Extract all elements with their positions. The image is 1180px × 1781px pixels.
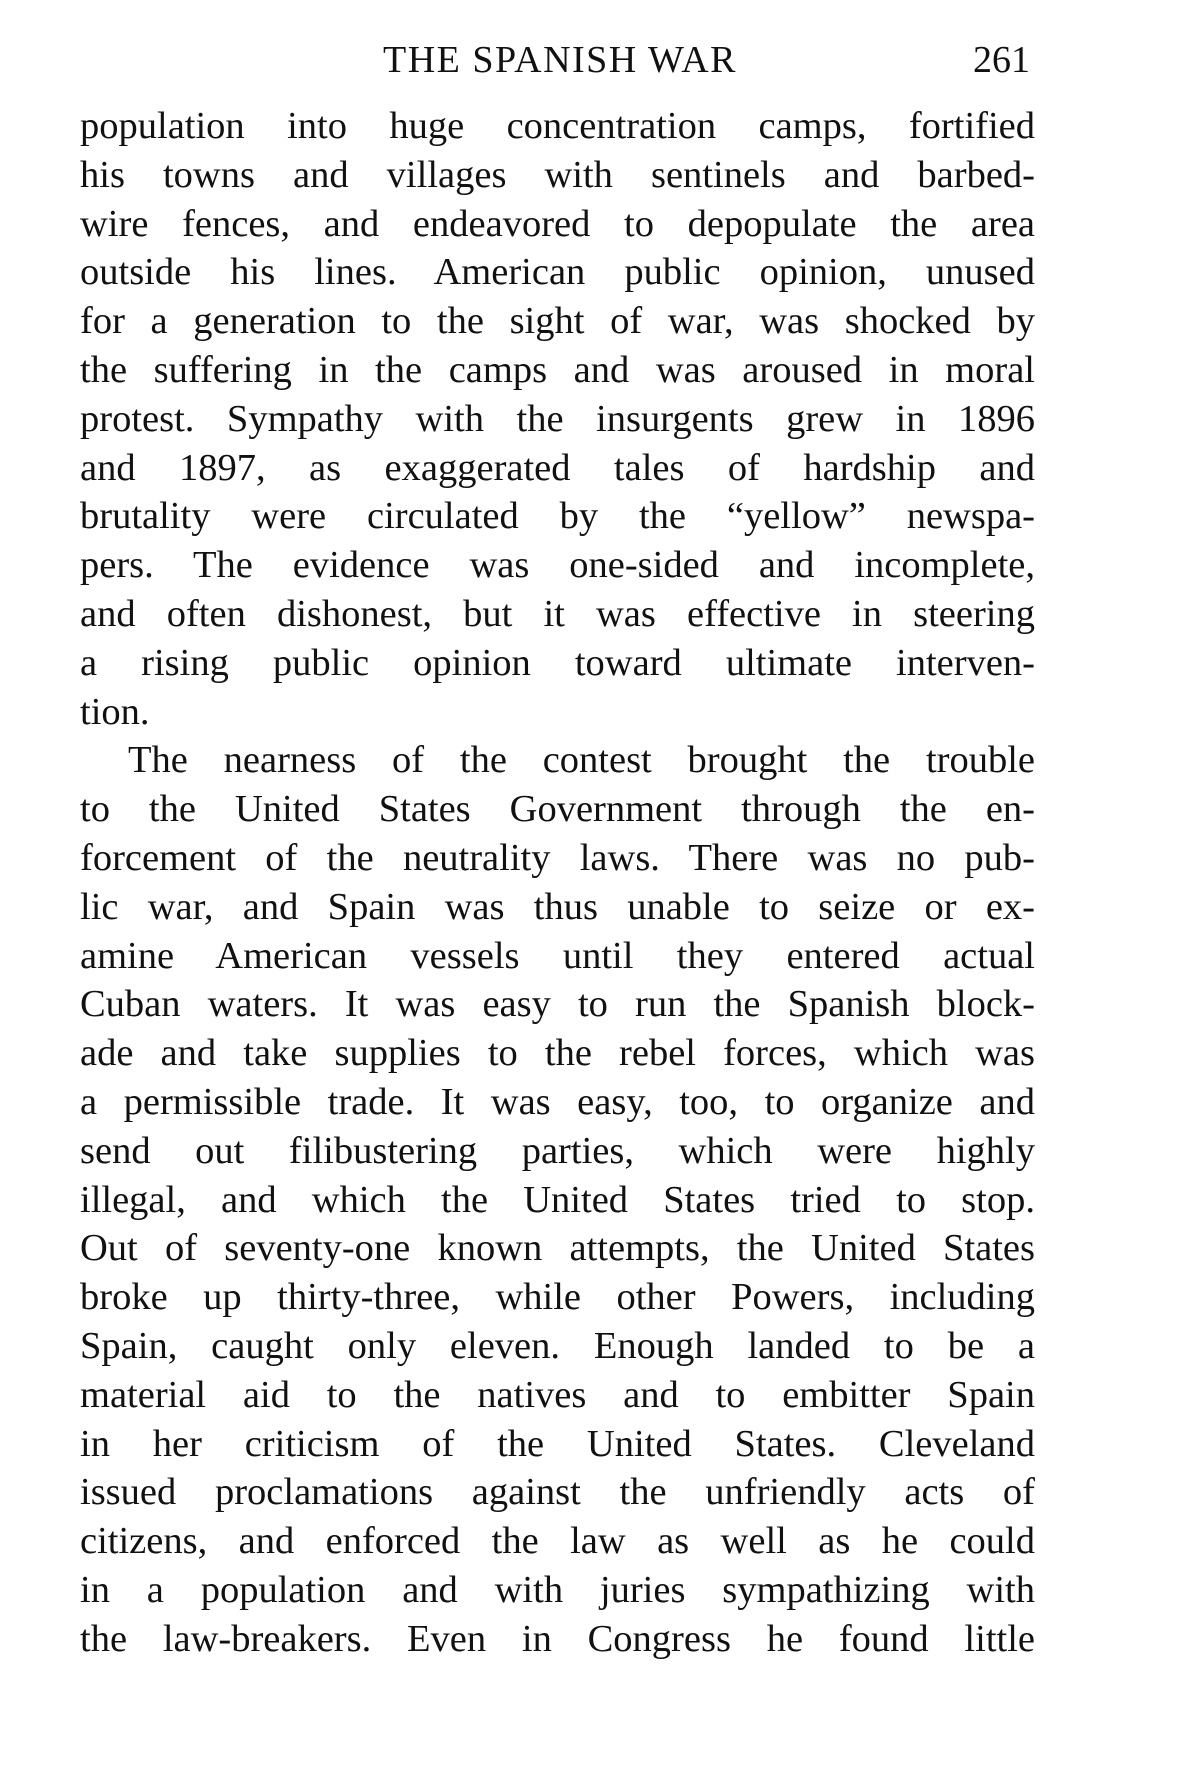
body-text bbox=[80, 102, 1035, 1664]
text-line: outside his lines. American public opinion, unused bbox=[80, 251, 1035, 294]
page-number: 261 bbox=[973, 39, 1030, 81]
text-line: a rising public opinion toward ultimate interven- bbox=[80, 641, 1035, 684]
text-line: population into huge concentration camps, fortified bbox=[80, 105, 1035, 147]
text-line: and 1897, as exaggerated tales of hardship and bbox=[80, 446, 1035, 489]
text-line: send out filibustering parties, which were highly bbox=[80, 1129, 1035, 1172]
text-line: in a population and with juries sympathizing with bbox=[80, 1568, 1035, 1611]
text-line: and often dishonest, but it was effective in steering bbox=[80, 592, 1035, 635]
text-line: a permissible trade. It was easy, too, to organize and bbox=[80, 1080, 1035, 1123]
text-line: amine American vessels until they entered actual bbox=[80, 934, 1035, 977]
text-line: in her criticism of the United States. Cleveland bbox=[80, 1422, 1035, 1465]
text-line: illegal, and which the United States tried to stop. bbox=[80, 1178, 1035, 1221]
text-line: Cuban waters. It was easy to run the Spanish block- bbox=[80, 983, 1035, 1026]
text-line: the law-breakers. Even in Congress he found little bbox=[80, 1617, 1035, 1660]
text-line: protest. Sympathy with the insurgents grew in 1896 bbox=[80, 397, 1035, 440]
text-line: Spain, caught only eleven. Enough landed to be a bbox=[80, 1324, 1035, 1367]
text-line: lic war, and Spain was thus unable to seize or ex- bbox=[80, 885, 1035, 928]
text-line: ade and take supplies to the rebel forces, which was bbox=[80, 1032, 1035, 1075]
text-line: issued proclamations against the unfriendly acts of bbox=[80, 1471, 1035, 1514]
text-line: to the United States Government through the en- bbox=[80, 788, 1035, 831]
text-line: The nearness of the contest brought the trouble bbox=[128, 739, 1035, 782]
chapter-title: THE SPANISH WAR bbox=[382, 39, 738, 81]
text-line: forcement of the neutrality laws. There was no pub- bbox=[80, 836, 1035, 879]
text-line: the suffering in the camps and was aroused in moral bbox=[80, 348, 1035, 391]
text-line: citizens, and enforced the law as well as he could bbox=[80, 1520, 1035, 1563]
running-head bbox=[90, 30, 1030, 90]
text-line: brutality were circulated by the “yellow” newspa- bbox=[80, 495, 1035, 538]
text-line: pers. The evidence was one-sided and incomplete, bbox=[80, 544, 1035, 587]
text-line: for a generation to the sight of war, was shocked by bbox=[80, 300, 1035, 343]
text-line: material aid to the natives and to embitter Spain bbox=[80, 1373, 1035, 1416]
text-line: broke up thirty-three, while other Powers, including bbox=[80, 1276, 1035, 1319]
text-line: tion. bbox=[80, 690, 150, 733]
text-line: Out of seventy-one known attempts, the United States bbox=[80, 1227, 1035, 1270]
text-line: wire fences, and endeavored to depopulate the area bbox=[80, 202, 1035, 245]
text-line: his towns and villages with sentinels and barbed- bbox=[80, 153, 1035, 196]
